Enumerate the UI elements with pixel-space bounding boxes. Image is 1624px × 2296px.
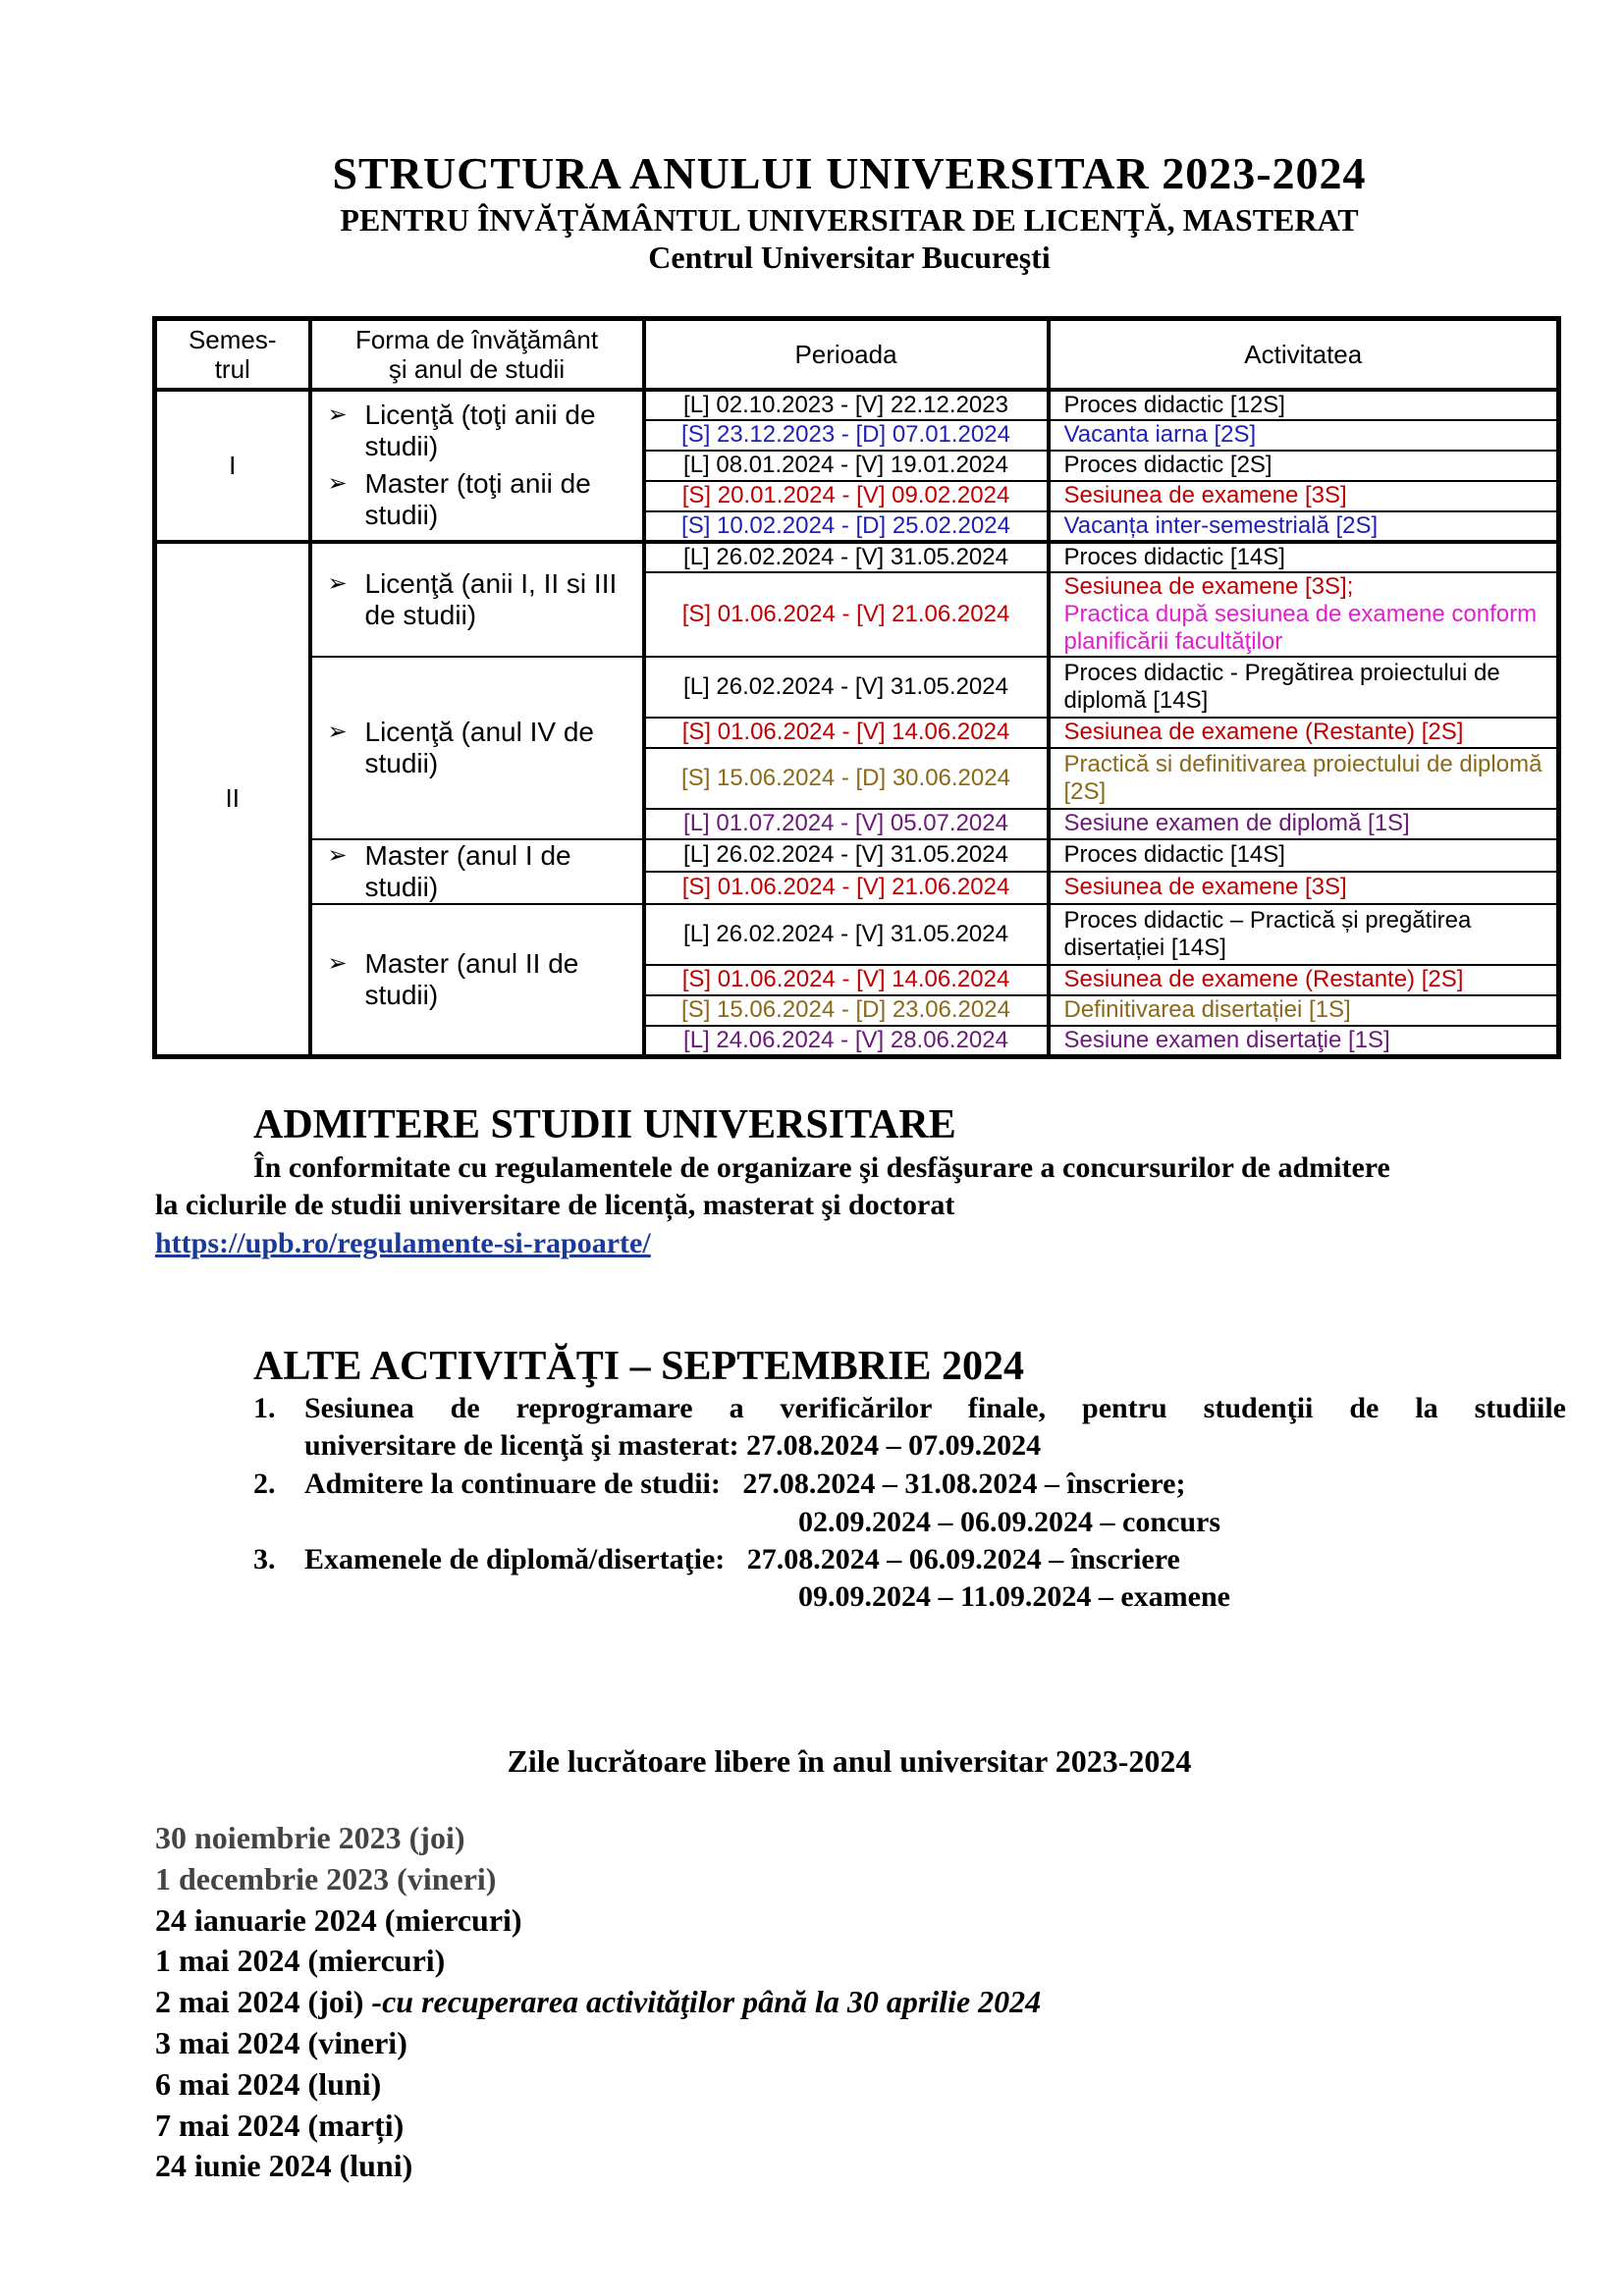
other-activities-heading: ALTE ACTIVITĂŢI – SEPTEMBRIE 2024 bbox=[253, 1344, 1024, 1389]
activity-item-line: Examenele de diplomă/disertaţie: 27.08.2024 – 06.09.2024 – înscriere bbox=[304, 1543, 1180, 1575]
period-cell: [L] 26.02.2024 - [V] 31.05.2024 bbox=[644, 839, 1049, 872]
period-cell: [S] 01.06.2024 - [V] 14.06.2024 bbox=[644, 718, 1049, 748]
study-form-cell bbox=[310, 839, 644, 904]
period-cell: [S] 15.06.2024 - [D] 30.06.2024 bbox=[644, 748, 1049, 809]
arrow-bullet-icon: ➢ bbox=[327, 718, 348, 745]
item-number: 3. bbox=[253, 1543, 276, 1575]
semester-cell: II bbox=[155, 542, 310, 1057]
period-cell: [S] 10.02.2024 - [D] 25.02.2024 bbox=[644, 511, 1049, 542]
study-form-cell bbox=[310, 657, 644, 839]
period-cell: [S] 23.12.2023 - [D] 07.01.2024 bbox=[644, 420, 1049, 451]
list-item: 30 noiembrie 2023 (joi) bbox=[155, 1820, 465, 1855]
period-cell: [L] 02.10.2023 - [V] 22.12.2023 bbox=[644, 390, 1049, 420]
activity-cell: Proces didactic [2S] bbox=[1049, 451, 1559, 481]
admission-heading: ADMITERE STUDII UNIVERSITARE bbox=[253, 1102, 956, 1148]
column-header-period: Perioada bbox=[644, 319, 1049, 390]
list-item: ➢ Master (toţi anii de studii) bbox=[327, 468, 591, 530]
period-cell: [S] 15.06.2024 - [D] 23.06.2024 bbox=[644, 995, 1049, 1026]
study-form-cell bbox=[310, 904, 644, 1057]
period-cell: [S] 01.06.2024 - [V] 14.06.2024 bbox=[644, 965, 1049, 995]
period-cell: [S] 01.06.2024 - [V] 21.06.2024 bbox=[644, 872, 1049, 904]
period-cell: [L] 26.02.2024 - [V] 31.05.2024 bbox=[644, 657, 1049, 718]
activity-cell: Sesiunea de examene [3S] bbox=[1049, 872, 1559, 904]
activity-cell: Vacanța inter-semestrială [2S] bbox=[1049, 511, 1559, 542]
period-cell: [L] 08.01.2024 - [V] 19.01.2024 bbox=[644, 451, 1049, 481]
item-number: 1. bbox=[253, 1392, 276, 1424]
table-row bbox=[155, 657, 1559, 718]
arrow-bullet-icon: ➢ bbox=[327, 949, 348, 977]
activity-cell: Sesiunea de examene (Restante) [2S] bbox=[1049, 718, 1559, 748]
list-item: 24 ianuarie 2024 (miercuri) bbox=[155, 1901, 522, 1938]
university-center: Centrul Universitar Bucureşti bbox=[648, 240, 1051, 275]
activity-cell: Sesiune examen disertaţie [1S] bbox=[1049, 1026, 1559, 1057]
column-header-semester: Semes- trul bbox=[155, 319, 310, 390]
activity-cell: Proces didactic [14S] bbox=[1049, 542, 1559, 572]
regulations-link[interactable]: https://upb.ro/regulamente-si-rapoarte/ bbox=[155, 1227, 651, 1259]
activity-cell: Vacanta iarna [2S] bbox=[1049, 420, 1559, 451]
column-header-form: Forma de învăţământ şi anul de studii bbox=[310, 319, 644, 390]
table-row bbox=[155, 390, 1559, 420]
activity-item-line: 02.09.2024 – 06.09.2024 – concurs bbox=[798, 1506, 1220, 1538]
list-item: 1 mai 2024 (miercuri) bbox=[155, 1943, 446, 1979]
study-form-cell bbox=[310, 390, 644, 542]
table-row bbox=[155, 904, 1559, 965]
arrow-bullet-icon: ➢ bbox=[327, 841, 348, 869]
period-cell: [L] 26.02.2024 - [V] 31.05.2024 bbox=[644, 542, 1049, 572]
activity-cell: Proces didactic [12S] bbox=[1049, 390, 1559, 420]
list-item: 24 iunie 2024 (luni) bbox=[155, 2148, 413, 2184]
activity-cell: Sesiunea de examene [3S] bbox=[1049, 481, 1559, 511]
activity-item-line: Admitere la continuare de studii: 27.08.2024 – 31.08.2024 – înscriere; bbox=[304, 1468, 1186, 1500]
activity-cell: Sesiunea de examene (Restante) [2S] bbox=[1049, 965, 1559, 995]
admission-text-line2: la ciclurile de studii universitare de licență, masterat şi doctorat bbox=[155, 1189, 955, 1221]
column-header-activity: Activitatea bbox=[1049, 319, 1559, 390]
page-title: STRUCTURA ANULUI UNIVERSITAR 2023-2024 bbox=[332, 148, 1367, 198]
arrow-bullet-icon: ➢ bbox=[327, 401, 348, 428]
period-cell: [S] 20.01.2024 - [V] 09.02.2024 bbox=[644, 481, 1049, 511]
activity-item-line: 09.09.2024 – 11.09.2024 – examene bbox=[798, 1580, 1230, 1613]
activity-cell: Proces didactic - Pregătirea proiectului de diplomă [14S] bbox=[1049, 657, 1559, 718]
arrow-bullet-icon: ➢ bbox=[327, 569, 348, 597]
activity-cell: Practică si definitivarea proiectului de diplomă [2S] bbox=[1049, 748, 1559, 809]
activity-item-line: Sesiunea de reprogramare a verificărilor finale, pentru studenţii de la studiile bbox=[304, 1392, 1566, 1424]
period-cell: [S] 01.06.2024 - [V] 21.06.2024 bbox=[644, 572, 1049, 657]
list-item: ➢ Master (anul I de studii) bbox=[327, 839, 571, 902]
holidays-list bbox=[155, 1818, 1041, 2187]
table-row bbox=[155, 542, 1559, 572]
page-subtitle: PENTRU ÎNVĂŢĂMÂNTUL UNIVERSITAR DE LICENŢĂ, MASTERAT bbox=[340, 202, 1359, 238]
list-item: 2 mai 2024 (joi) -cu recuperarea activităţilor până la 30 aprilie 2024 bbox=[155, 1984, 1042, 2020]
period-cell: [L] 26.02.2024 - [V] 31.05.2024 bbox=[644, 904, 1049, 965]
activity-cell: Sesiunea de examene [3S]; Practica după sesiunea de examene conform planificării facultăţilor bbox=[1049, 572, 1559, 657]
admission-text-line1: În conformitate cu regulamentele de organizare şi desfăşurare a concursurilor de admitere bbox=[253, 1151, 1390, 1184]
semester-cell: I bbox=[155, 390, 310, 542]
schedule-table bbox=[152, 316, 1561, 1059]
table-header-row bbox=[155, 319, 1559, 390]
activity-item-line: universitare de licenţă şi masterat: 27.08.2024 – 07.09.2024 bbox=[304, 1429, 1042, 1462]
activity-cell: Proces didactic [14S] bbox=[1049, 839, 1559, 872]
table-row bbox=[155, 839, 1559, 872]
item-number: 2. bbox=[253, 1468, 276, 1500]
holidays-title: Zile lucrătoare libere în anul universitar 2023-2024 bbox=[507, 1743, 1192, 1779]
study-form-cell bbox=[310, 542, 644, 657]
list-item: ➢ Licenţă (toţi anii de studii) bbox=[327, 400, 596, 461]
period-cell: [L] 01.07.2024 - [V] 05.07.2024 bbox=[644, 809, 1049, 839]
list-item: 1 decembrie 2023 (vineri) bbox=[155, 1860, 497, 1896]
list-item: ➢ Master (anul II de studii) bbox=[327, 947, 579, 1010]
activity-cell: Definitivarea disertației [1S] bbox=[1049, 995, 1559, 1026]
period-cell: [L] 24.06.2024 - [V] 28.06.2024 bbox=[644, 1026, 1049, 1057]
list-item: ➢ Licenţă (anii I, II si III de studii) bbox=[327, 567, 618, 630]
list-item: 6 mai 2024 (luni) bbox=[155, 2065, 382, 2102]
activity-cell: Sesiune examen de diplomă [1S] bbox=[1049, 809, 1559, 839]
arrow-bullet-icon: ➢ bbox=[327, 470, 348, 497]
holiday-note: -cu recuperarea activităţilor până la 30 aprilie 2024 bbox=[371, 1984, 1042, 2020]
list-item: ➢ Licenţă (anul IV de studii) bbox=[327, 716, 594, 778]
list-item: 3 mai 2024 (vineri) bbox=[155, 2024, 407, 2060]
activity-cell: Proces didactic – Practică și pregătirea disertației [14S] bbox=[1049, 904, 1559, 965]
list-item: 7 mai 2024 (marți) bbox=[155, 2107, 405, 2143]
